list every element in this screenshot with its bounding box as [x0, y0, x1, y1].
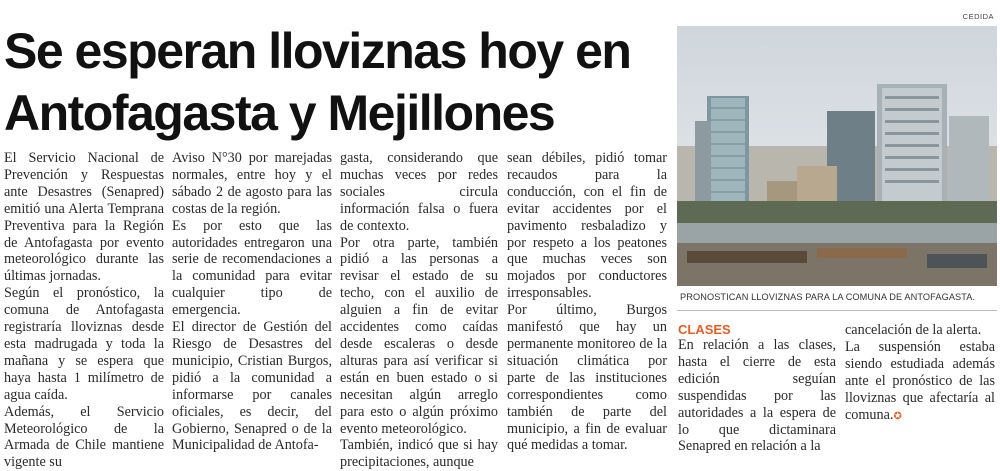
paragraph: Es por esto que las autoridades entregaron una serie de recomendaciones a la comunidad para evitar cualquier tipo de emergencia.	[172, 217, 332, 319]
paragraph: gasta, considerando que muchas veces por redes sociales circula información falsa o fuera de contexto.	[340, 150, 498, 234]
paragraph: Según el pronóstico, la comuna de Antofagasta registraría lloviznas desde esta madrugada y toda la mañana y se espera que haya hasta 1 milímetro de agua caída.	[4, 285, 164, 403]
photo-credit: CEDIDA	[962, 12, 994, 21]
divider	[677, 310, 997, 311]
article-column-3	[340, 150, 498, 471]
headline: Se esperan lloviznas hoy en Antofagasta y Mejillones	[4, 23, 631, 141]
paragraph: Por último, Burgos manifestó que hay un permanente monitoreo de la situación climática por parte de las instituciones correspondientes como también de parte del municipio, a fin de evaluar qué medidas a tomar.	[507, 302, 667, 454]
end-mark-icon: ✪	[893, 410, 902, 422]
subheading: CLASES	[678, 322, 731, 337]
paragraph: También, indicó que si hay precipitaciones, aunque	[340, 437, 498, 471]
paragraph	[845, 339, 995, 426]
paragraph: Además, el Servicio Meteorológico de la Armada de Chile mantiene vigente su	[4, 403, 164, 471]
photo-caption: PRONOSTICAN LLOVIZNAS PARA LA COMUNA DE ANTOFAGASTA.	[680, 292, 976, 302]
paragraph: En relación a las clases, hasta el cierre de esta edición seguían suspendidas por las autoridades a la espera de lo que dictaminara Senapred en relación a la	[678, 337, 836, 455]
paragraph: Aviso N°30 por marejadas normales, entre hoy y el sábado 2 de agosto para las costas de la región.	[172, 150, 332, 217]
paragraph-text: La suspensión estaba siendo estudiada además ante el pronóstico de las lloviznas que afectaría al comuna.	[845, 338, 995, 423]
paragraph: El director de Gestión del Riesgo de Desastres del municipio, Cristian Burgos, pidió a la comunidad a informarse por canales oficiales, es decir, del Gobierno, Senapred o de la Municipalidad de Antofa-	[172, 319, 332, 454]
article-column-1	[4, 150, 164, 471]
article-column-2	[172, 150, 332, 454]
article-column-4	[507, 150, 667, 454]
paragraph: Por otra parte, también pidió a las personas a revisar el estado de su techo, con el auxilio de alguien a fin de evitar accidentes como caídas desde escaleras o desde alturas para así verificar si están en buen estado o si necesitan algún arreglo para esto o algún próximo evento meteorológico.	[340, 234, 498, 437]
article-column-5	[678, 337, 836, 455]
paragraph: El Servicio Nacional de Prevención y Respuestas ante Desastres (Senapred) emitió una Alerta Temprana Preventiva para la Región de Antofagasta por evento meteorológico durante las últimas jornadas.	[4, 150, 164, 285]
article-column-6	[845, 322, 995, 425]
paragraph: sean débiles, pidió tomar recaudos para la conducción, con el fin de evitar accidentes por el pavimento resbaladizo y por respeto a los peatones que muchas veces son mojados por conductores irresponsables.	[507, 150, 667, 302]
city-photo	[677, 26, 997, 286]
paragraph: cancelación de la alerta.	[845, 322, 982, 338]
